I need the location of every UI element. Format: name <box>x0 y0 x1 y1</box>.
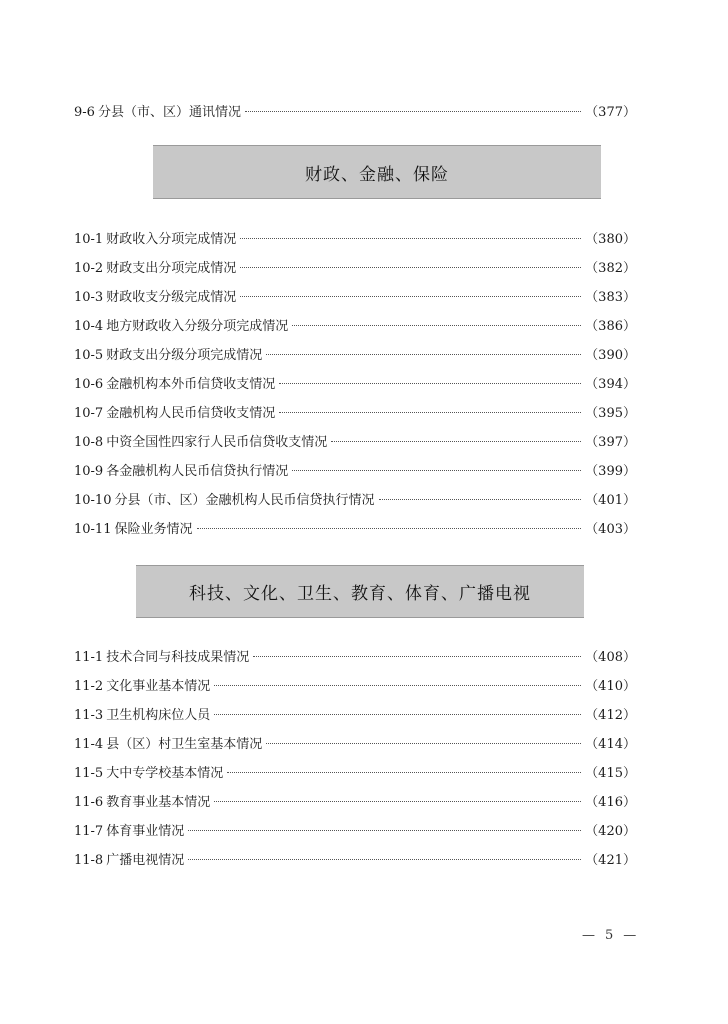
toc-entry-page: （410） <box>585 679 636 694</box>
toc-entry-page: （397） <box>585 435 636 450</box>
toc-entry-page: （416） <box>585 795 636 810</box>
dot-leader <box>197 528 582 529</box>
dot-leader <box>331 441 581 442</box>
toc-entry-title: 地方财政收入分级分项完成情况 <box>106 319 289 334</box>
toc-entry[interactable] <box>74 851 636 871</box>
dot-leader <box>266 743 581 744</box>
toc-entry-number: 11-2 <box>74 679 104 694</box>
toc-entry[interactable] <box>74 404 636 424</box>
dot-leader <box>292 325 581 326</box>
toc-entry-number: 11-8 <box>74 853 104 868</box>
toc-entry[interactable] <box>74 346 636 366</box>
toc-entry-title: 技术合同与科技成果情况 <box>106 650 250 665</box>
toc-entry[interactable] <box>74 462 636 482</box>
toc-entry[interactable] <box>74 288 636 308</box>
toc-entry-number: 10-3 <box>74 290 104 305</box>
toc-entry-title: 各金融机构人民币信贷执行情况 <box>106 464 289 479</box>
toc-entry-title: 大中专学校基本情况 <box>106 766 224 781</box>
toc-entry-page: （390） <box>585 348 636 363</box>
toc-entry-number: 11-1 <box>74 650 104 665</box>
toc-entry-page: （383） <box>585 290 636 305</box>
toc-entry-title: 体育事业情况 <box>106 824 185 839</box>
toc-entry-page: （401） <box>585 493 636 508</box>
toc-entry[interactable] <box>74 764 636 784</box>
toc-entry-title: 广播电视情况 <box>106 853 185 868</box>
dot-leader <box>214 714 581 715</box>
toc-entry[interactable] <box>74 491 636 511</box>
toc-entry-page: （414） <box>585 737 636 752</box>
page-number: 5 <box>605 928 614 943</box>
dot-leader <box>214 801 581 802</box>
toc-entry[interactable] <box>74 375 636 395</box>
toc-entry-number: 10-7 <box>74 406 104 421</box>
dot-leader <box>240 238 581 239</box>
toc-entry-number: 10-2 <box>74 261 104 276</box>
section-title: 科技、文化、卫生、教育、体育、广播电视 <box>189 584 531 604</box>
toc-entry-number: 10-4 <box>74 319 104 334</box>
section-header-science-culture <box>136 565 584 618</box>
toc-entry-number: 10-11 <box>74 522 112 537</box>
toc-entry-title: 财政收支分级完成情况 <box>106 290 237 305</box>
toc-entry-title: 金融机构人民币信贷收支情况 <box>106 406 276 421</box>
toc-entry-page: （399） <box>585 464 636 479</box>
toc-entry-page: （386） <box>585 319 636 334</box>
toc-entry[interactable] <box>74 793 636 813</box>
section-title: 财政、金融、保险 <box>305 164 449 185</box>
toc-entry-number: 10-9 <box>74 464 104 479</box>
toc-entry[interactable] <box>74 317 636 337</box>
toc-entry-page: （377） <box>585 105 636 120</box>
toc-entry-page: （403） <box>585 522 636 537</box>
toc-entry-number: 11-6 <box>74 795 104 810</box>
footer-dash-right: — <box>623 928 637 943</box>
toc-entry-number: 10-10 <box>74 493 112 508</box>
section-header-finance <box>153 145 601 199</box>
toc-entry-title: 财政支出分项完成情况 <box>106 261 237 276</box>
toc-entry-title: 卫生机构床位人员 <box>106 708 211 723</box>
toc-entry-number: 10-1 <box>74 232 104 247</box>
toc-entry-number: 10-8 <box>74 435 104 450</box>
toc-entry-title: 文化事业基本情况 <box>106 679 211 694</box>
dot-leader <box>253 656 581 657</box>
dot-leader <box>240 296 581 297</box>
toc-entry-number: 10-5 <box>74 348 104 363</box>
toc-entry[interactable] <box>74 259 636 279</box>
toc-entry-title: 教育事业基本情况 <box>106 795 211 810</box>
toc-entry-page: （420） <box>585 824 636 839</box>
toc-entry[interactable] <box>74 735 636 755</box>
page-footer <box>582 928 636 943</box>
toc-entry[interactable] <box>74 648 636 668</box>
toc-entry-number: 10-6 <box>74 377 104 392</box>
toc-entry-title: 中资全国性四家行人民币信贷收支情况 <box>106 435 328 450</box>
dot-leader <box>279 412 581 413</box>
toc-entry-title: 保险业务情况 <box>114 522 193 537</box>
toc-entry-page: （382） <box>585 261 636 276</box>
dot-leader <box>379 499 582 500</box>
dot-leader <box>292 470 581 471</box>
toc-entry-number: 11-5 <box>74 766 104 781</box>
footer-dash-left: — <box>582 928 595 943</box>
dot-leader <box>188 830 581 831</box>
toc-entry-number: 11-3 <box>74 708 104 723</box>
toc-entry-page: （380） <box>585 232 636 247</box>
dot-leader <box>214 685 581 686</box>
toc-entry-page: （415） <box>585 766 636 781</box>
toc-entry[interactable] <box>74 103 636 123</box>
dot-leader <box>240 267 581 268</box>
toc-entry[interactable] <box>74 520 636 540</box>
dot-leader <box>227 772 581 773</box>
toc-entry-title: 财政支出分级分项完成情况 <box>106 348 263 363</box>
toc-entry-number: 11-7 <box>74 824 104 839</box>
toc-entry-number: 11-4 <box>74 737 104 752</box>
toc-entry-page: （421） <box>585 853 636 868</box>
toc-entry-title: 分县（市、区）通讯情况 <box>97 105 241 120</box>
toc-entry-page: （394） <box>585 377 636 392</box>
toc-entry[interactable] <box>74 433 636 453</box>
toc-entry[interactable] <box>74 706 636 726</box>
toc-entry[interactable] <box>74 230 636 250</box>
dot-leader <box>188 859 581 860</box>
toc-entry-title: 分县（市、区）金融机构人民币信贷执行情况 <box>114 493 375 508</box>
toc-entry[interactable] <box>74 677 636 697</box>
toc-entry-title: 金融机构本外币信贷收支情况 <box>106 377 276 392</box>
dot-leader <box>279 383 581 384</box>
toc-entry-number: 9-6 <box>74 105 95 120</box>
toc-entry-page: （395） <box>585 406 636 421</box>
toc-entry-title: 县（区）村卫生室基本情况 <box>106 737 263 752</box>
toc-entry[interactable] <box>74 822 636 842</box>
dot-leader <box>245 111 581 112</box>
toc-entry-page: （412） <box>585 708 636 723</box>
toc-entry-title: 财政收入分项完成情况 <box>106 232 237 247</box>
toc-entry-page: （408） <box>585 650 636 665</box>
dot-leader <box>266 354 581 355</box>
